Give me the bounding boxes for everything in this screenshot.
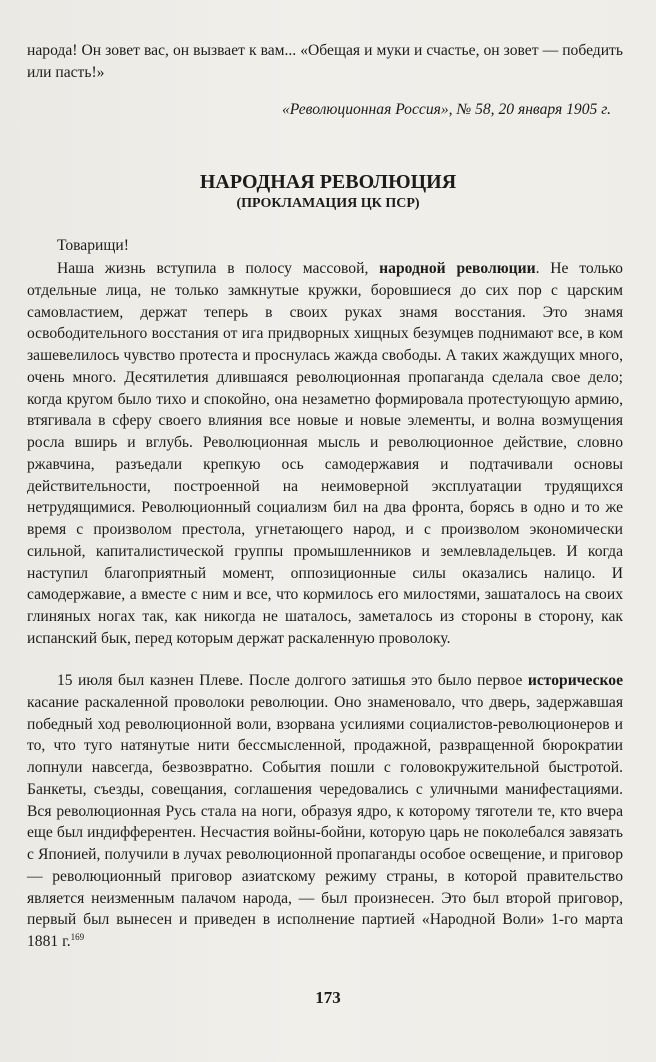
greeting: Товарищи! (57, 237, 129, 254)
paragraph-2-rest: касание раскаленной проволоки революции. Оно знаменовало, что дверь, задержавшая победный ход революционной воли, взорвана усилиями социалистов-революционеров и то, что туго натянутые нити бессмысленной, продажной, развращенной бюрократии лопнули навсегда, безвозвратно. События пошли с головокружительной быстротой. Банкеты, съезды, совещания, соглашения чередовались с уличными манифестациями. Вся революционная Русь стала на ноги, образуя ядро, к которому тяготели те, кто вчера еще был индифферентен. Несчастия войны-бойни, которую царь не поколебался завязать с Японией, получили в лучах революционной пропаганды особое освещение, и приговор — революционный приговор азиатскому режиму страны, в которой правительство является неизменным палачом народа, — был произнесен. Это был второй приговор, первый был вынесен и приведен в исполнение партией «Народной Воли» 1-го марта 1881 г. (27, 693, 623, 950)
continuation-paragraph: народа! Он зовет вас, он вызвает к вам... «Обещая и муки и счастье, он зовет — победить или пасть!» (27, 42, 623, 81)
paragraph-1 (27, 258, 623, 650)
paragraph-1-rest: . Не только отдельные лица, не только замкнутые кружки, боровшиеся до сих пор с царским самовластием, держат теперь в своих руках знамя восстания. Это знамя освободительного восстания от ига придворных хищных безумцев поднимают все, в ком зашевелилось чувство протеста и проснулась жажда свободы. А таких жаждущих много, очень много. Десятилетия длившаяся революционная пропаганда сделала свое дело; когда кругом было тихо и спокойно, она незаметно формировала протестующую армию, втягивала в сферу своего влияния все новые и новые элементы, и волна возмущения росла вширь и вглубь. Революционная мысль и революционное действие, словно ржавчина, разъедали крепкую ось самодержавия и подтачивали основы действительности, построенной на неимоверной эксплуатации трудящихся нетрудящимися. Революционный социализм бил на два фронта, борясь в одно и то же время с произволом престола, угнетающего народ, и с произволом экономически сильной, капиталистической группы промышленников и землевладельцев. И когда наступил благоприятный момент, оппозиционные силы оказались налицо. И самодержавие, а вместе с ним и все, что кормилось его милостями, зашаталось на своих глиняных ногах так, как никогда не шаталось, заметалось из стороны в сторону, как испанский бык, перед которым держат раскаленную проволоку. (27, 260, 623, 647)
page-title: НАРОДНАЯ РЕВОЛЮЦИЯ (199, 171, 457, 193)
footnote-marker[interactable]: 169 (70, 931, 85, 942)
page-subtitle: (ПРОКЛАМАЦИЯ ЦК ПСР) (236, 196, 420, 211)
emphasis-historical: историческое (527, 672, 623, 689)
emphasis-popular-revolution: народной революции (379, 260, 536, 277)
page-number: 173 (315, 988, 341, 1007)
paragraph-2 (27, 670, 623, 953)
paragraph-1-start: Наша жизнь вступила в полосу массовой, (57, 260, 380, 277)
paragraph-2-start: 15 июля был казнен Плеве. После долгого затишья это было первое (57, 672, 528, 689)
source-citation: «Революционная Россия», № 58, 20 января 1905 г. (281, 101, 611, 118)
